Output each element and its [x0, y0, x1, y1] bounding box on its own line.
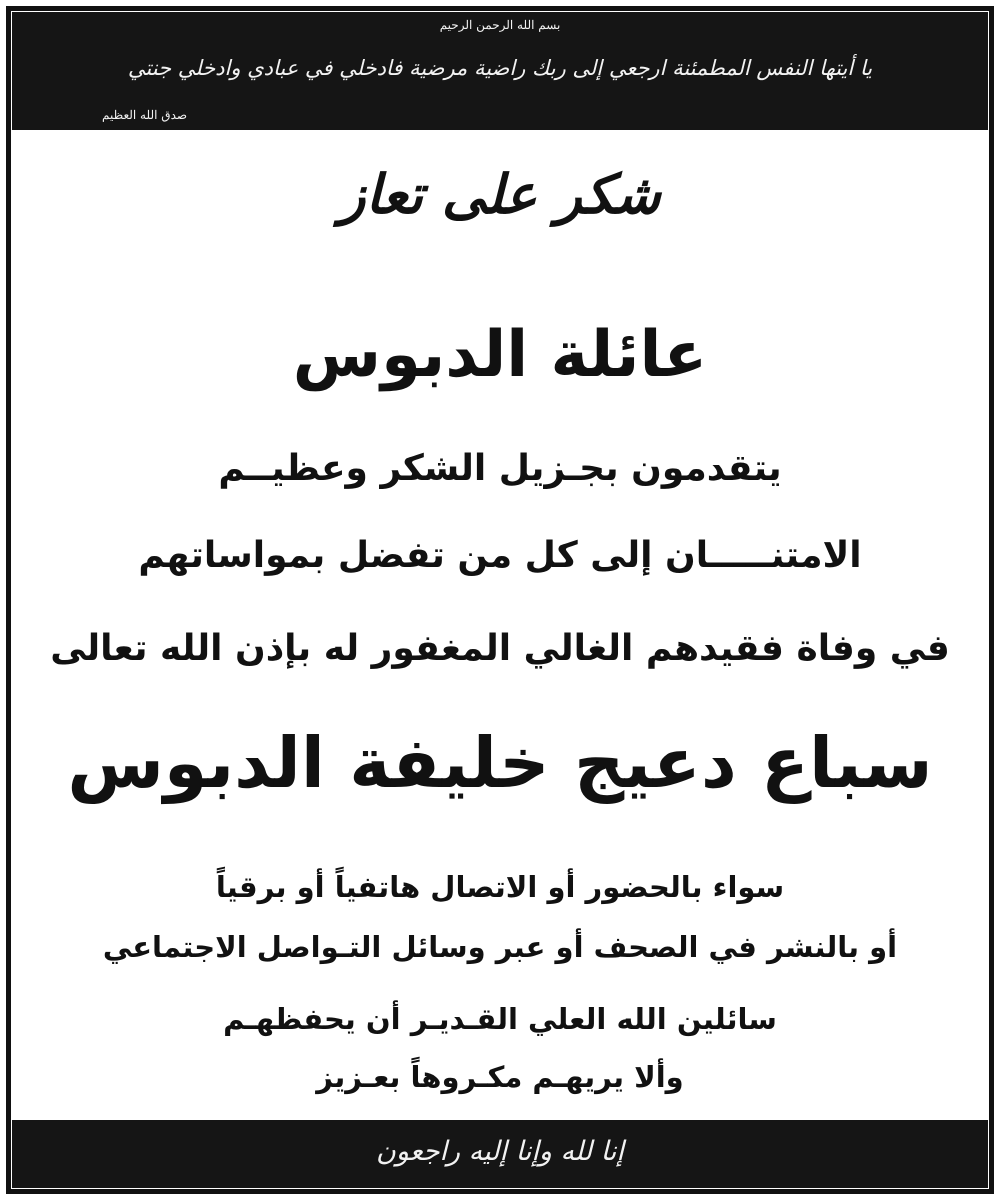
closing-line-1: سواء بالحضور أو الاتصال هاتفياً أو برقياً — [215, 870, 785, 904]
calligraphy-title: شكر على تعاز — [339, 162, 661, 226]
closing-line-4: وألا يريهـم مكـروهاً بعـزيز — [316, 1060, 684, 1094]
thanks-line-3: في وفاة فقيدهم الغالي المغفور له بإذن الله تعالى — [50, 628, 950, 669]
thanks-line-1: يتقدمون بجـزيل الشكر وعظيــم — [218, 448, 782, 489]
notice-body — [20, 140, 980, 1118]
quran-verse: يا أيتها النفس المطمئنة ارجعي إلى ربك راضية مرضية فادخلي في عبادي وادخلي جنتي — [127, 56, 873, 80]
closing-line-2: أو بالنشر في الصحف أو عبر وسائل التـواصل الاجتماعي — [102, 930, 898, 964]
verse-closing: صدق الله العظيم — [102, 108, 188, 122]
header-verse-band — [12, 12, 988, 130]
deceased-name: سباع دعيج خليفة الدبوس — [67, 722, 933, 804]
footer-band — [12, 1120, 988, 1188]
istirja-text: إنا لله وإنا إليه راجعون — [376, 1136, 624, 1167]
closing-line-3: سائلين الله العلي القـديـر أن يحفظهـم — [223, 1002, 777, 1036]
basmala: بسم الله الرحمن الرحيم — [439, 18, 561, 32]
family-name: عائلة الدبوس — [292, 318, 708, 392]
thanks-line-2: الامتنـــــان إلى كل من تفضل بمواساتهم — [138, 535, 862, 576]
